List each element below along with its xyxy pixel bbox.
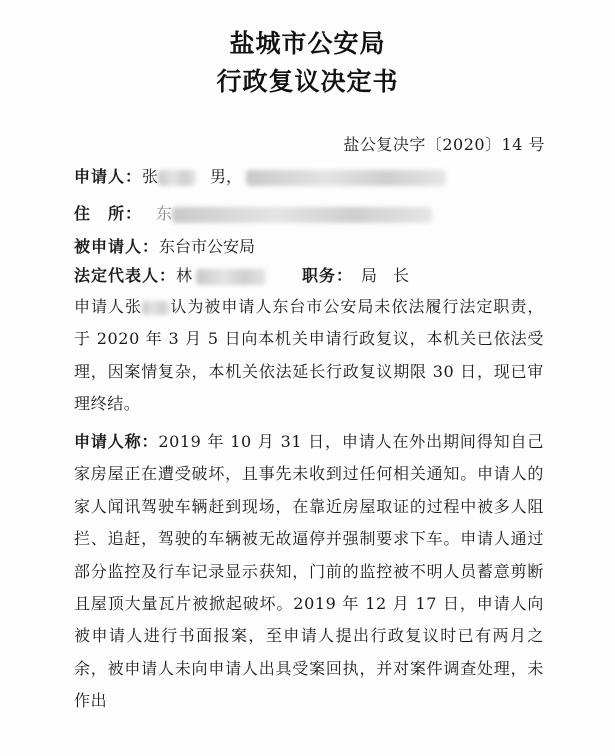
intro-text: 认为被申请人东台市公安局未依法履行法定职责，于 2020 年 3 月 5 日向本机关申请行政复议，本机关已依法受理，因案情复杂，本机关依法延长行政复议期限 30 日，现已审理终结。 [74, 297, 544, 414]
legal-rep-label: 法定代表人： [74, 266, 177, 285]
applicant-row [74, 164, 446, 187]
applicant-gender: 男， [210, 167, 243, 186]
document-title: 行政复议决定书 [216, 67, 399, 96]
legal-rep-row [74, 263, 409, 286]
applicant-claim-paragraph [74, 426, 544, 718]
address-value: 东 [156, 204, 173, 223]
applicant-name: 张 [142, 167, 159, 186]
respondent-value: 东台市公安局 [159, 237, 256, 256]
legal-rep-value: 林 [176, 266, 193, 285]
position-value: 局 长 [361, 266, 410, 285]
case-intro-paragraph [74, 291, 544, 421]
redacted-intro-blur [142, 301, 170, 315]
intro-prefix: 申请人张 [74, 297, 142, 316]
respondent-label: 被申请人： [74, 237, 160, 256]
address-row [74, 201, 432, 224]
address-label: 住 所： [74, 204, 143, 223]
position-label: 职务： [302, 266, 354, 285]
redacted-name-blur [158, 170, 196, 186]
claim-lead: 申请人称： [74, 432, 159, 451]
respondent-row [74, 234, 255, 257]
document-number: 盐公复决字〔2020〕14 号 [343, 135, 545, 154]
applicant-label: 申请人： [74, 167, 143, 186]
redacted-info-blur [246, 170, 446, 186]
claim-text: 2019 年 10 月 31 日，申请人在外出期间得知自己家房屋正在遭受破坏，且事先未收到过任何相关通知。申请人的家人闻讯驾驶车辆赶到现场，在靠近房屋取证的过程中被多人阻拦、追赶，驾驶的车辆被无故逼停并强制要求下车。申请人通过部分监控及行车记录显示获知，门前的监控被不明人员蓄意剪断且屋顶大量瓦片被掀起破坏。2019 年 12 月 17 日，申请人向被申请人进行书面报案，至申请人提出行政复议时已有两月之余，被申请人未向申请人出具受案回执，并对案件调查处理，未作出 [74, 432, 544, 711]
redacted-rep-blur [196, 269, 266, 285]
agency-title: 盐城市公安局 [229, 29, 386, 58]
redacted-address-blur [172, 207, 432, 223]
